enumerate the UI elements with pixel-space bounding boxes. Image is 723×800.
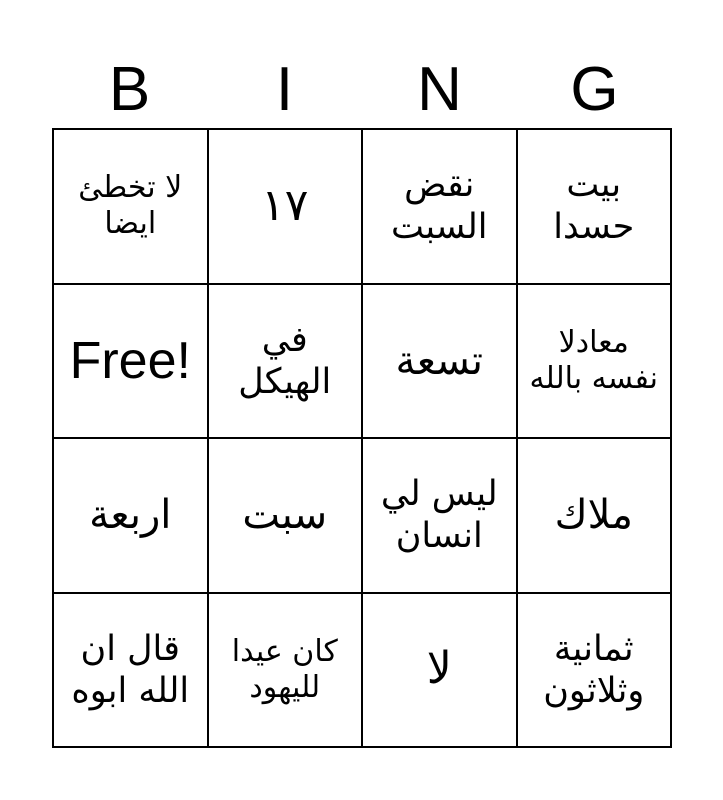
bingo-cell[interactable] (517, 129, 672, 284)
header-letter-i: I (275, 55, 294, 124)
cell-text: ملاك (554, 492, 633, 539)
bingo-cell[interactable] (517, 284, 672, 439)
cell-text: نقض السبت (390, 165, 488, 248)
cell-text: بيت حسدا (553, 165, 635, 248)
bingo-cell[interactable] (362, 129, 517, 284)
bingo-cell[interactable] (517, 593, 672, 748)
cell-text: تسعة (395, 337, 484, 384)
bingo-board (52, 128, 672, 748)
cell-text: ثمانية وثلاثون (543, 628, 645, 711)
cell-text: كان عيدا لليهود (231, 633, 338, 705)
free-space-cell[interactable] (53, 284, 208, 439)
bingo-cell[interactable] (362, 438, 517, 593)
bingo-cell[interactable] (53, 593, 208, 748)
header-letter-n: N (417, 55, 462, 124)
bingo-cell[interactable] (53, 129, 208, 284)
bingo-cell[interactable] (208, 593, 363, 748)
bingo-cell[interactable] (517, 438, 672, 593)
cell-text: سبت (242, 492, 328, 539)
cell-text: Free! (69, 331, 191, 390)
bingo-cell[interactable] (362, 593, 517, 748)
bingo-cell[interactable] (208, 129, 363, 284)
cell-text: في الهيكل (238, 319, 332, 402)
cell-text: قال ان الله ابوه (71, 628, 190, 711)
bingo-cell[interactable] (208, 438, 363, 593)
header-letter-b: B (108, 55, 151, 124)
bingo-header (52, 55, 672, 125)
cell-text: ليس لي انسان (380, 474, 498, 557)
cell-text: معادلا نفسه بالله (529, 324, 659, 396)
cell-text: ١٧ (261, 179, 309, 231)
bingo-cell[interactable] (208, 284, 363, 439)
cell-text: اربعة (89, 492, 172, 539)
cell-text: لا (426, 643, 452, 695)
cell-text: لا تخطئ ايضا (78, 170, 183, 242)
header-letter-g: G (570, 55, 619, 124)
bingo-cell[interactable] (362, 284, 517, 439)
bingo-cell[interactable] (53, 438, 208, 593)
